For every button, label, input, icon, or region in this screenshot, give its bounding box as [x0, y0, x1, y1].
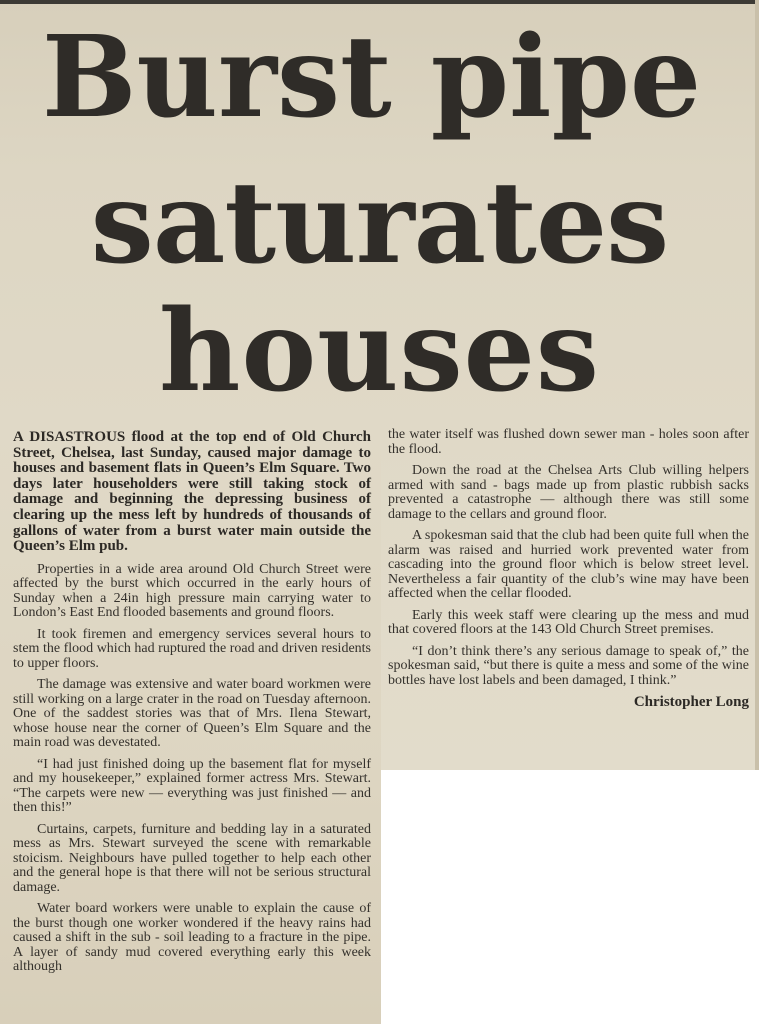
article-paragraph: Properties in a wide area around Old Church Street were affected by the burst which occurred in the early hours of Sunday when a 24in high pressure main carrying water to London’s East End flooded basements and ground floors.: [13, 561, 371, 621]
article-byline: Christopher Long: [633, 694, 749, 710]
top-rule: [0, 0, 759, 4]
article-paragraph: A spokesman said that the club had been quite full when the alarm was raised and hurried work prevented water from cascading into the ground floor which is below street level. Nevertheless a fair quantity of the club’s wine may have been affected when the cellar flooded.: [388, 528, 749, 601]
article-paragraph: “I had just finished doing up the basement flat for myself and my housekeeper,” explained former actress Mrs. Stewart. “The carpets were new — everything was just finished — and then this!”: [13, 756, 371, 816]
article-continuation: the water itself was flushed down sewer man - holes soon after the flood.: [388, 427, 749, 457]
article-paragraph: Curtains, carpets, furniture and bedding lay in a saturated mess as Mrs. Stewart surveyed the scene with remarkable stoicism. Neighbours have pulled together to help each other and the general hope is that there will not be serious structural damage.: [13, 821, 371, 895]
article-paragraph: The damage was extensive and water board workmen were still working on a large crater in the road on Tuesday afternoon. One of the saddest stories was that of Mrs. Ilena Stewart, whose house near the corner of Queen’s Elm Square and the main road was devestated.: [13, 677, 371, 751]
headline-line-2: saturates: [90, 158, 669, 289]
article-column-left: [13, 430, 371, 982]
article-paragraph: Early this week staff were clearing up the mess and mud that covered floors at the 143 Old Church Street premises.: [388, 607, 749, 637]
article-paragraph: Water board workers were unable to explain the cause of the burst though one worker wondered if the heavy rains had caused a shift in the sub - soil leading to a fracture in the pipe. A layer of sandy mud covered everything early this week although: [13, 901, 371, 975]
article-column-right: [388, 428, 749, 710]
headline-line-3: houses: [159, 286, 600, 417]
article-paragraph: Down the road at the Chelsea Arts Club willing helpers armed with sand - bags made up from plastic rubbish sacks prevented a catastrophe — although there was still some damage to the cellars and ground floor.: [388, 463, 749, 522]
headline-line-1: Burst pipe: [41, 12, 702, 143]
article-intro: A DISASTROUS flood at the top end of Old Church Street, Chelsea, last Sunday, caused major damage to houses and basement flats in Queen’s Elm Square. Two days later householders were still taking stock of damage and beginning the depressing business of clearing up the mess left by hundreds of thousands of gallons of water from a burst water main outside the Queen’s Elm pub.: [13, 429, 371, 555]
article-paragraph: It took firemen and emergency services several hours to stem the flood which had ruptured the road and driven residents to upper floors.: [13, 626, 371, 671]
article-paragraph: “I don’t think there’s any serious damage to speak of,” the spokesman said, “but there is quite a mess and some of the wine bottles have lost labels and been damaged, I think.”: [388, 643, 749, 688]
